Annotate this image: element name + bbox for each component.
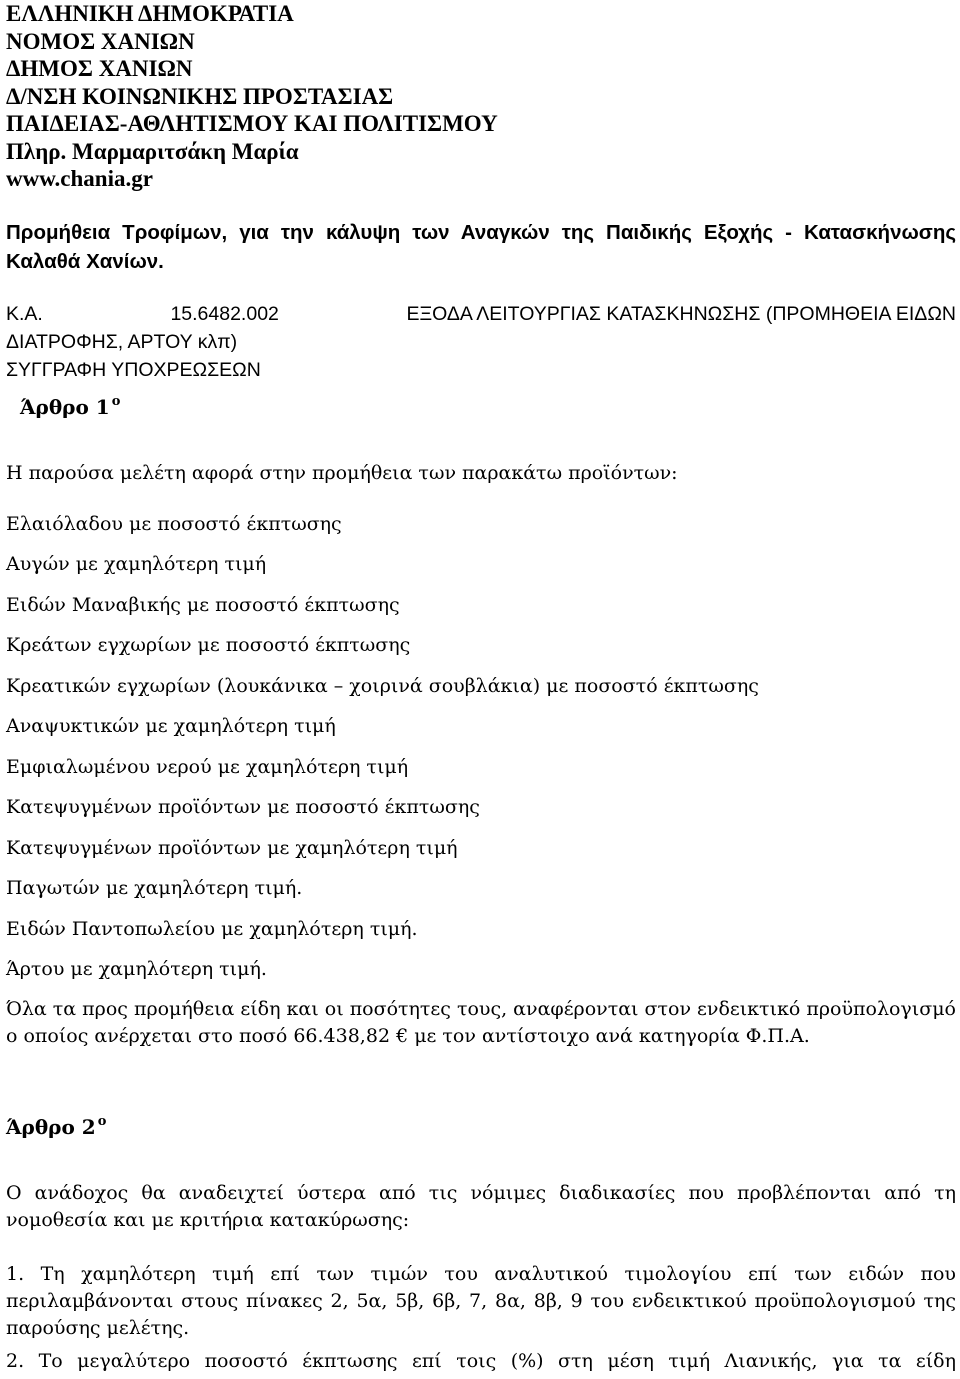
document-title: Προμήθεια Τροφίμων, για την κάλυψη των Αναγκών της Παιδικής Εξοχής - Κατασκήνωσης Καλαθά Χανίων. (6, 221, 956, 273)
list-item: Ειδών Μαναβικής με ποσοστό έκπτωσης (6, 594, 400, 616)
document-header (6, 0, 498, 193)
budget-code-line (6, 300, 956, 328)
header-line-directorate: Δ/ΝΣΗ ΚΟΙΝΩΝΙΚΗΣ ΠΡΟΣΤΑΣΙΑΣ (6, 83, 394, 109)
budget-paragraph: Όλα τα προς προμήθεια είδη και οι ποσότητες τους, αναφέρονται στον ενδεικτικό προϋπολογισμό ο οποίος ανέρχεται στο ποσό 66.438,82 € με τον αντίστοιχο ανά κατηγορία Φ.Π.Α. (6, 998, 956, 1047)
award-criterion-1: 1. Τη χαμηλότερη τιμή επί των τιμών του αναλυτικού τιμολογίου επί των ειδών που περιλαμβάνονται στους πίνακες 2, 5α, 5β, 6β, 7, 8α, 8β, 9 του ενδεικτικού προϋπολογισμού της παρούσης μελέτης. (6, 1263, 956, 1339)
list-item: Άρτου με χαμηλότερη τιμή. (6, 958, 267, 980)
article-1-ordinal: ο (111, 394, 121, 409)
list-item: Ειδών Παντοπωλείου με χαμηλότερη τιμή. (6, 918, 418, 940)
list-item: Κατεψυγμένων προϊόντων με ποσοστό έκπτωσης (6, 796, 480, 818)
header-line-departments: ΠΑΙΔΕΙΑΣ-ΑΘΛΗΤΙΣΜΟΥ ΚΑΙ ΠΟΛΙΤΙΣΜΟΥ (6, 111, 498, 136)
article-1-heading-text: Άρθρο 1 (20, 395, 110, 419)
header-line-contact: Πληρ. Μαρμαριτσάκη Μαρία (6, 138, 299, 164)
article-2-ordinal: ο (97, 1114, 107, 1129)
header-line-republic: ΕΛΛΗΝΙΚΗ ΔΗΜΟΚΡΑΤΙΑ (6, 1, 294, 26)
article-2-intro: Ο ανάδοχος θα αναδειχτεί ύστερα από τις νόμιμες διαδικασίες που προβλέπονται από τη νομοθεσία και με κριτήρια κατακύρωσης: (6, 1182, 956, 1231)
list-item: Αναψυκτικών με χαμηλότερη τιμή (6, 715, 336, 737)
list-item: Κατεψυγμένων προϊόντων με χαμηλότερη τιμή (6, 837, 458, 859)
list-item: Ελαιόλαδου με ποσοστό έκπτωσης (6, 513, 342, 535)
list-item: Κρεατικών εγχωρίων (λουκάνικα – χοιρινά σουβλάκια) με ποσοστό έκπτωσης (6, 675, 759, 697)
article-1-heading (20, 394, 120, 419)
list-item: Κρεάτων εγχωρίων με ποσοστό έκπτωσης (6, 634, 411, 656)
budget-code-block (6, 300, 956, 384)
list-item: Παγωτών με χαμηλότερη τιμή. (6, 877, 303, 899)
list-item: Εμφιαλωμένου νερού με χαμηλότερη τιμή (6, 756, 409, 778)
document-type: ΣΥΓΓΡΑΦΗ ΥΠΟΧΡΕΩΣΕΩΝ (6, 359, 261, 381)
article-2-heading (6, 1114, 106, 1139)
budget-code-description-cont: ΔΙΑΤΡΟΦΗΣ, ΑΡΤΟΥ κλπ) (6, 331, 238, 353)
budget-code-description: ΕΞΟΔΑ ΛΕΙΤΟΥΡΓΙΑΣ ΚΑΤΑΣΚΗΝΩΣΗΣ (ΠΡΟΜΗΘΕΙΑ ΕΙΔΩΝ (406, 303, 956, 325)
header-line-website: www.chania.gr (6, 166, 153, 191)
article-2-heading-text: Άρθρο 2 (6, 1115, 96, 1139)
article-1-intro: Η παρούσα μελέτη αφορά στην προμήθεια των παρακάτω προϊόντων: (6, 462, 678, 484)
budget-code-number: 15.6482.002 (170, 303, 279, 325)
award-criterion-2: 2. Το μεγαλύτερο ποσοστό έκπτωσης επί τοις (%) στη μέση τιμή Λιανικής, για τα είδη (6, 1350, 956, 1372)
header-line-prefecture: ΝΟΜΟΣ ΧΑΝΙΩΝ (6, 28, 195, 54)
header-line-municipality: ΔΗΜΟΣ ΧΑΝΙΩΝ (6, 56, 193, 81)
budget-code-label: Κ.Α. (6, 303, 43, 325)
list-item: Αυγών με χαμηλότερη τιμή (6, 553, 267, 575)
